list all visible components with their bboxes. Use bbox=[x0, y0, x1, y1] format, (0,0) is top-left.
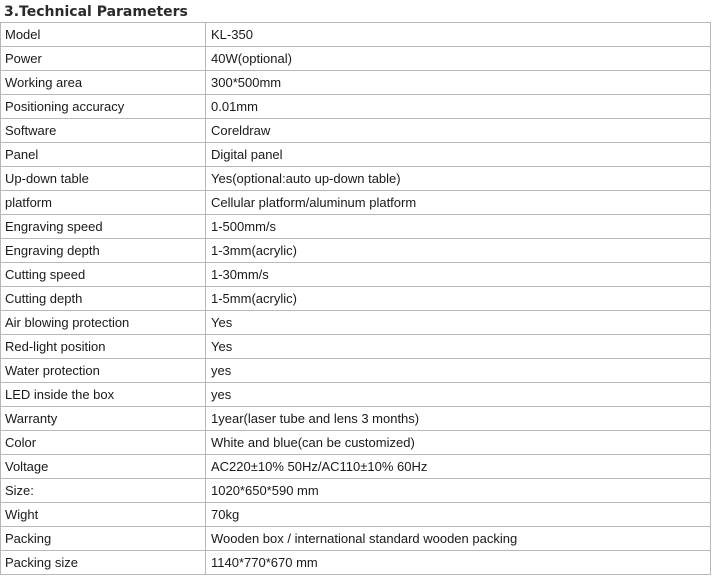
table-row bbox=[1, 479, 711, 503]
parameter-label: Cutting depth bbox=[1, 287, 206, 311]
table-row bbox=[1, 359, 711, 383]
parameter-value: yes bbox=[206, 383, 711, 407]
table-row bbox=[1, 263, 711, 287]
table-row bbox=[1, 23, 711, 47]
parameter-label: Power bbox=[1, 47, 206, 71]
technical-parameters-table bbox=[0, 22, 711, 575]
table-row bbox=[1, 143, 711, 167]
parameter-value: 1-30mm/s bbox=[206, 263, 711, 287]
parameter-label: Packing bbox=[1, 527, 206, 551]
table-row bbox=[1, 167, 711, 191]
table-row bbox=[1, 407, 711, 431]
table-row bbox=[1, 527, 711, 551]
parameter-label: Size: bbox=[1, 479, 206, 503]
table-row bbox=[1, 455, 711, 479]
parameter-label: Positioning accuracy bbox=[1, 95, 206, 119]
table-row bbox=[1, 383, 711, 407]
parameter-label: Software bbox=[1, 119, 206, 143]
parameter-value: Cellular platform/aluminum platform bbox=[206, 191, 711, 215]
parameter-value: 1140*770*670 mm bbox=[206, 551, 711, 575]
parameter-label: platform bbox=[1, 191, 206, 215]
parameter-label: Packing size bbox=[1, 551, 206, 575]
parameter-label: Engraving depth bbox=[1, 239, 206, 263]
parameter-value: yes bbox=[206, 359, 711, 383]
parameter-value: 70kg bbox=[206, 503, 711, 527]
table-row bbox=[1, 95, 711, 119]
parameter-value: 1-5mm(acrylic) bbox=[206, 287, 711, 311]
table-row bbox=[1, 335, 711, 359]
table-row bbox=[1, 71, 711, 95]
parameter-value: 1-500mm/s bbox=[206, 215, 711, 239]
table-row bbox=[1, 311, 711, 335]
table-row bbox=[1, 239, 711, 263]
parameter-value: Digital panel bbox=[206, 143, 711, 167]
parameter-value: Wooden box / international standard wooden packing bbox=[206, 527, 711, 551]
table-row bbox=[1, 215, 711, 239]
parameter-label: Warranty bbox=[1, 407, 206, 431]
parameter-label: Wight bbox=[1, 503, 206, 527]
parameter-label: Red-light position bbox=[1, 335, 206, 359]
parameter-label: Up-down table bbox=[1, 167, 206, 191]
parameter-value: Yes bbox=[206, 311, 711, 335]
parameters-table-body bbox=[1, 23, 711, 575]
table-row bbox=[1, 503, 711, 527]
parameter-label: Air blowing protection bbox=[1, 311, 206, 335]
parameter-value: 1year(laser tube and lens 3 months) bbox=[206, 407, 711, 431]
parameter-label: Color bbox=[1, 431, 206, 455]
parameter-value: 40W(optional) bbox=[206, 47, 711, 71]
parameter-label: Working area bbox=[1, 71, 206, 95]
table-row bbox=[1, 287, 711, 311]
parameter-label: Engraving speed bbox=[1, 215, 206, 239]
parameter-label: Voltage bbox=[1, 455, 206, 479]
parameter-value: 300*500mm bbox=[206, 71, 711, 95]
parameter-value: 1-3mm(acrylic) bbox=[206, 239, 711, 263]
parameter-value: Yes(optional:auto up-down table) bbox=[206, 167, 711, 191]
parameter-value: 0.01mm bbox=[206, 95, 711, 119]
parameter-label: Cutting speed bbox=[1, 263, 206, 287]
table-row bbox=[1, 119, 711, 143]
parameter-value: White and blue(can be customized) bbox=[206, 431, 711, 455]
table-row bbox=[1, 47, 711, 71]
section-title: 3.Technical Parameters bbox=[4, 4, 188, 20]
parameter-label: Panel bbox=[1, 143, 206, 167]
parameter-value: AC220±10% 50Hz/AC110±10% 60Hz bbox=[206, 455, 711, 479]
parameter-label: LED inside the box bbox=[1, 383, 206, 407]
table-row bbox=[1, 551, 711, 575]
parameter-value: Coreldraw bbox=[206, 119, 711, 143]
parameter-value: Yes bbox=[206, 335, 711, 359]
parameter-value: KL-350 bbox=[206, 23, 711, 47]
parameter-value: 1020*650*590 mm bbox=[206, 479, 711, 503]
parameter-label: Water protection bbox=[1, 359, 206, 383]
table-row bbox=[1, 191, 711, 215]
table-row bbox=[1, 431, 711, 455]
parameter-label: Model bbox=[1, 23, 206, 47]
